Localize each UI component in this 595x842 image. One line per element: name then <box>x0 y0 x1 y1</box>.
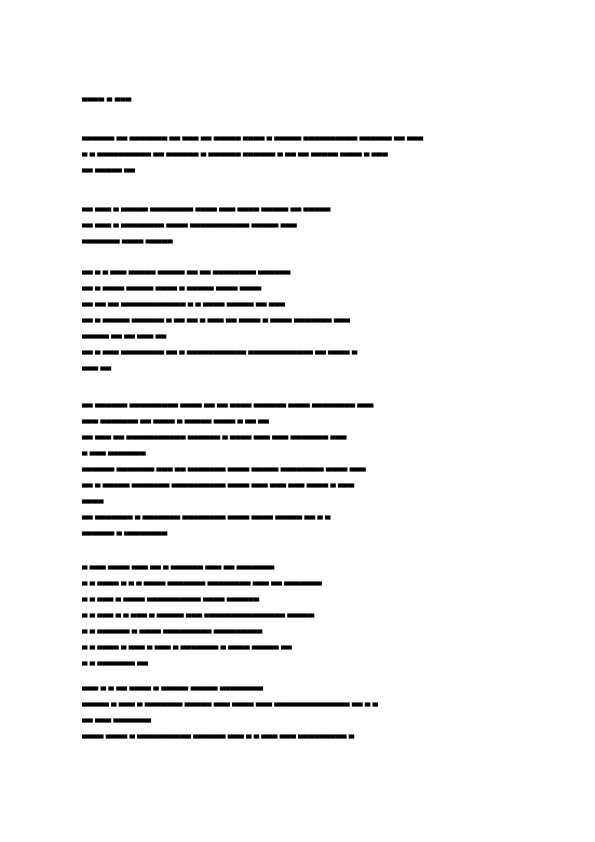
paragraph <box>82 204 512 252</box>
text-line: ▀ ▀ ▀▀▀▀ ▀ ▀ ▀ ▀▀▀▀ ▀▀▀▀▀▀▀ ▀▀▀▀▀▀▀▀ ▀▀▀ ▀▀ ▀▀▀▀▀▀▀ <box>82 582 322 590</box>
document-heading: ▀▀▀▀ ▀ ▀▀▀ <box>82 98 132 106</box>
text-line: ▀▀ ▀▀▀▀▀ ▀▀ <box>82 169 135 177</box>
text-line: ▀ ▀ ▀▀▀ ▀ ▀▀▀▀ ▀▀▀▀▀▀▀▀▀▀ ▀▀▀▀ ▀▀▀▀▀▀ <box>82 598 260 606</box>
paragraph <box>82 400 512 544</box>
text-line: ▀▀ ▀▀ ▀▀ ▀▀▀▀▀▀▀▀▀▀▀▀ ▀ ▀ ▀▀▀▀ ▀▀▀▀▀ ▀▀ ▀▀▀ <box>82 303 286 311</box>
text-line: ▀▀ ▀▀▀ ▀ ▀▀▀▀▀▀▀▀ ▀▀▀▀ ▀▀▀▀▀▀▀▀▀▀▀ ▀▀▀▀▀ ▀▀▀ <box>82 224 297 232</box>
text-line: ▀▀ ▀ ▀▀▀ ▀▀▀▀▀▀▀▀ ▀▀ ▀ ▀▀▀▀▀▀▀▀▀▀▀ ▀▀▀▀▀▀▀▀▀▀▀▀ ▀▀ ▀▀▀▀ ▀ <box>82 351 358 359</box>
text-line: ▀▀▀▀ <box>82 500 104 508</box>
text-line: ▀▀ ▀▀▀▀▀▀ ▀▀▀▀▀▀▀▀▀ ▀▀▀▀ ▀▀ ▀▀ ▀▀▀▀ ▀▀▀▀▀▀ ▀▀▀▀ ▀▀▀▀▀▀▀▀ ▀▀▀ <box>82 404 374 412</box>
text-line: ▀▀ ▀ ▀▀▀▀▀ ▀▀▀▀▀▀▀ ▀▀▀▀▀▀▀▀▀▀ ▀▀▀▀ ▀▀▀ ▀▀▀ ▀▀▀ ▀▀▀▀ ▀ ▀▀▀ <box>82 484 355 492</box>
text-line: ▀▀▀▀▀▀ ▀▀▀▀▀▀▀ ▀▀▀ ▀▀ ▀▀▀▀▀▀▀ ▀▀▀▀ ▀▀▀▀▀ ▀▀▀▀▀▀▀▀ ▀▀▀▀ ▀▀▀ <box>82 468 366 476</box>
text-line: ▀▀ ▀▀▀▀▀▀▀ ▀ ▀▀▀▀▀▀▀ ▀▀▀▀▀▀▀▀ ▀▀▀▀ ▀▀▀▀ ▀▀▀▀▀ ▀▀ ▀ ▀ <box>82 516 331 524</box>
text-line: ▀ ▀ ▀▀▀▀▀▀▀ ▀▀ <box>82 662 148 670</box>
text-line: ▀▀ ▀ ▀▀▀▀ ▀▀▀▀▀ ▀▀▀▀ ▀ ▀▀▀▀▀ ▀▀▀▀ ▀▀▀▀ <box>82 287 262 295</box>
text-line: ▀▀▀▀ ▀▀▀▀ ▀ ▀▀▀▀▀▀▀▀▀▀ ▀▀▀▀▀▀ ▀▀▀ ▀ ▀ ▀▀▀ ▀▀▀ ▀▀▀▀▀▀▀▀▀ ▀ <box>82 735 355 743</box>
text-line: ▀ ▀▀▀ ▀▀▀▀▀▀▀ <box>82 452 146 460</box>
text-line: ▀▀ ▀▀▀ ▀▀▀▀▀▀▀ <box>82 719 152 727</box>
text-line: ▀▀ ▀▀▀ ▀▀ ▀▀▀▀▀▀▀▀▀▀▀ ▀▀▀▀▀▀ ▀ ▀▀▀▀ ▀▀▀ ▀▀▀ ▀▀▀▀▀▀▀ ▀▀▀ <box>82 436 347 444</box>
text-line: ▀▀▀▀▀ ▀ ▀▀▀ ▀ ▀▀▀▀▀▀▀ ▀▀▀▀▀ ▀▀▀ ▀▀▀▀ ▀▀▀ ▀▀▀▀▀▀▀▀▀▀▀▀▀▀ ▀▀ ▀ ▀ <box>82 703 378 711</box>
text-line: ▀▀ ▀▀▀ ▀ ▀▀▀▀▀ ▀▀▀▀▀▀▀▀ ▀▀▀▀ ▀▀▀ ▀▀▀▀ ▀▀▀▀▀ ▀▀ ▀▀▀▀▀ <box>82 208 331 216</box>
paragraph <box>82 267 512 379</box>
text-line: ▀▀▀▀▀▀▀ ▀▀▀▀ ▀▀▀▀▀ <box>82 240 173 248</box>
text-line: ▀▀▀▀▀ ▀▀ ▀▀ ▀▀▀ ▀▀ <box>82 335 167 343</box>
paragraph <box>82 683 512 747</box>
text-line: ▀ ▀ ▀▀▀▀▀▀▀▀▀▀ ▀▀ ▀▀▀▀▀▀ ▀ ▀▀▀▀▀▀ ▀▀▀▀▀▀ ▀ ▀▀ ▀▀ ▀▀▀▀▀ ▀▀▀▀ ▀ ▀▀▀ <box>82 153 388 161</box>
text-line: ▀▀▀ ▀▀ <box>82 367 112 375</box>
text-line: ▀ ▀ ▀▀▀▀▀▀ ▀ ▀▀▀▀ ▀▀▀▀▀▀▀▀▀ ▀▀▀▀▀▀▀▀▀ <box>82 630 263 638</box>
paragraph <box>82 562 512 674</box>
text-line: ▀ ▀▀▀ ▀▀▀▀ ▀▀▀ ▀▀ ▀ ▀▀▀▀▀▀ ▀▀▀ ▀▀ ▀▀▀▀▀▀▀ <box>82 566 275 574</box>
text-line: ▀ ▀ ▀▀▀ ▀ ▀ ▀▀▀ ▀ ▀▀▀▀▀ ▀▀▀ ▀▀▀▀▀▀▀▀▀▀▀▀▀▀▀ ▀▀▀▀▀ <box>82 614 315 622</box>
paragraph <box>82 133 512 181</box>
text-line: ▀▀▀ ▀▀▀▀▀▀▀ ▀▀ ▀▀▀▀ ▀ ▀▀▀▀▀ ▀▀▀▀ ▀ ▀▀ ▀▀ <box>82 420 269 428</box>
text-line: ▀▀ ▀ ▀ ▀▀▀ ▀▀▀▀▀ ▀▀▀▀▀ ▀▀ ▀▀ ▀▀▀▀▀▀▀▀ ▀▀▀▀▀▀ <box>82 271 291 279</box>
section-title: ▀▀▀ ▀ ▀ ▀▀ ▀▀▀▀ ▀ ▀▀▀▀▀ ▀▀▀▀▀ ▀▀▀▀▀▀▀▀ <box>82 687 263 695</box>
text-line: ▀▀ ▀ ▀▀▀▀▀ ▀▀▀▀▀▀ ▀ ▀▀ ▀▀ ▀ ▀▀▀ ▀▀ ▀▀▀▀ ▀ ▀▀▀▀ ▀▀▀▀▀▀▀ ▀▀▀ <box>82 319 351 327</box>
text-line: ▀▀▀▀▀▀ ▀▀ ▀▀▀▀▀▀▀ ▀▀ ▀▀▀ ▀▀ ▀▀▀▀▀ ▀▀▀▀ ▀ ▀▀▀▀▀ ▀▀▀▀▀▀▀▀▀▀ ▀▀▀▀▀▀ ▀▀ ▀▀▀ <box>82 137 424 145</box>
text-line: ▀▀▀▀▀▀ ▀ ▀▀▀▀▀▀▀▀ <box>82 532 168 540</box>
text-line: ▀ ▀ ▀▀▀▀ ▀ ▀▀▀ ▀ ▀▀▀ ▀ ▀▀▀▀▀▀▀ ▀ ▀▀▀▀ ▀▀▀▀▀ ▀▀ <box>82 646 292 654</box>
